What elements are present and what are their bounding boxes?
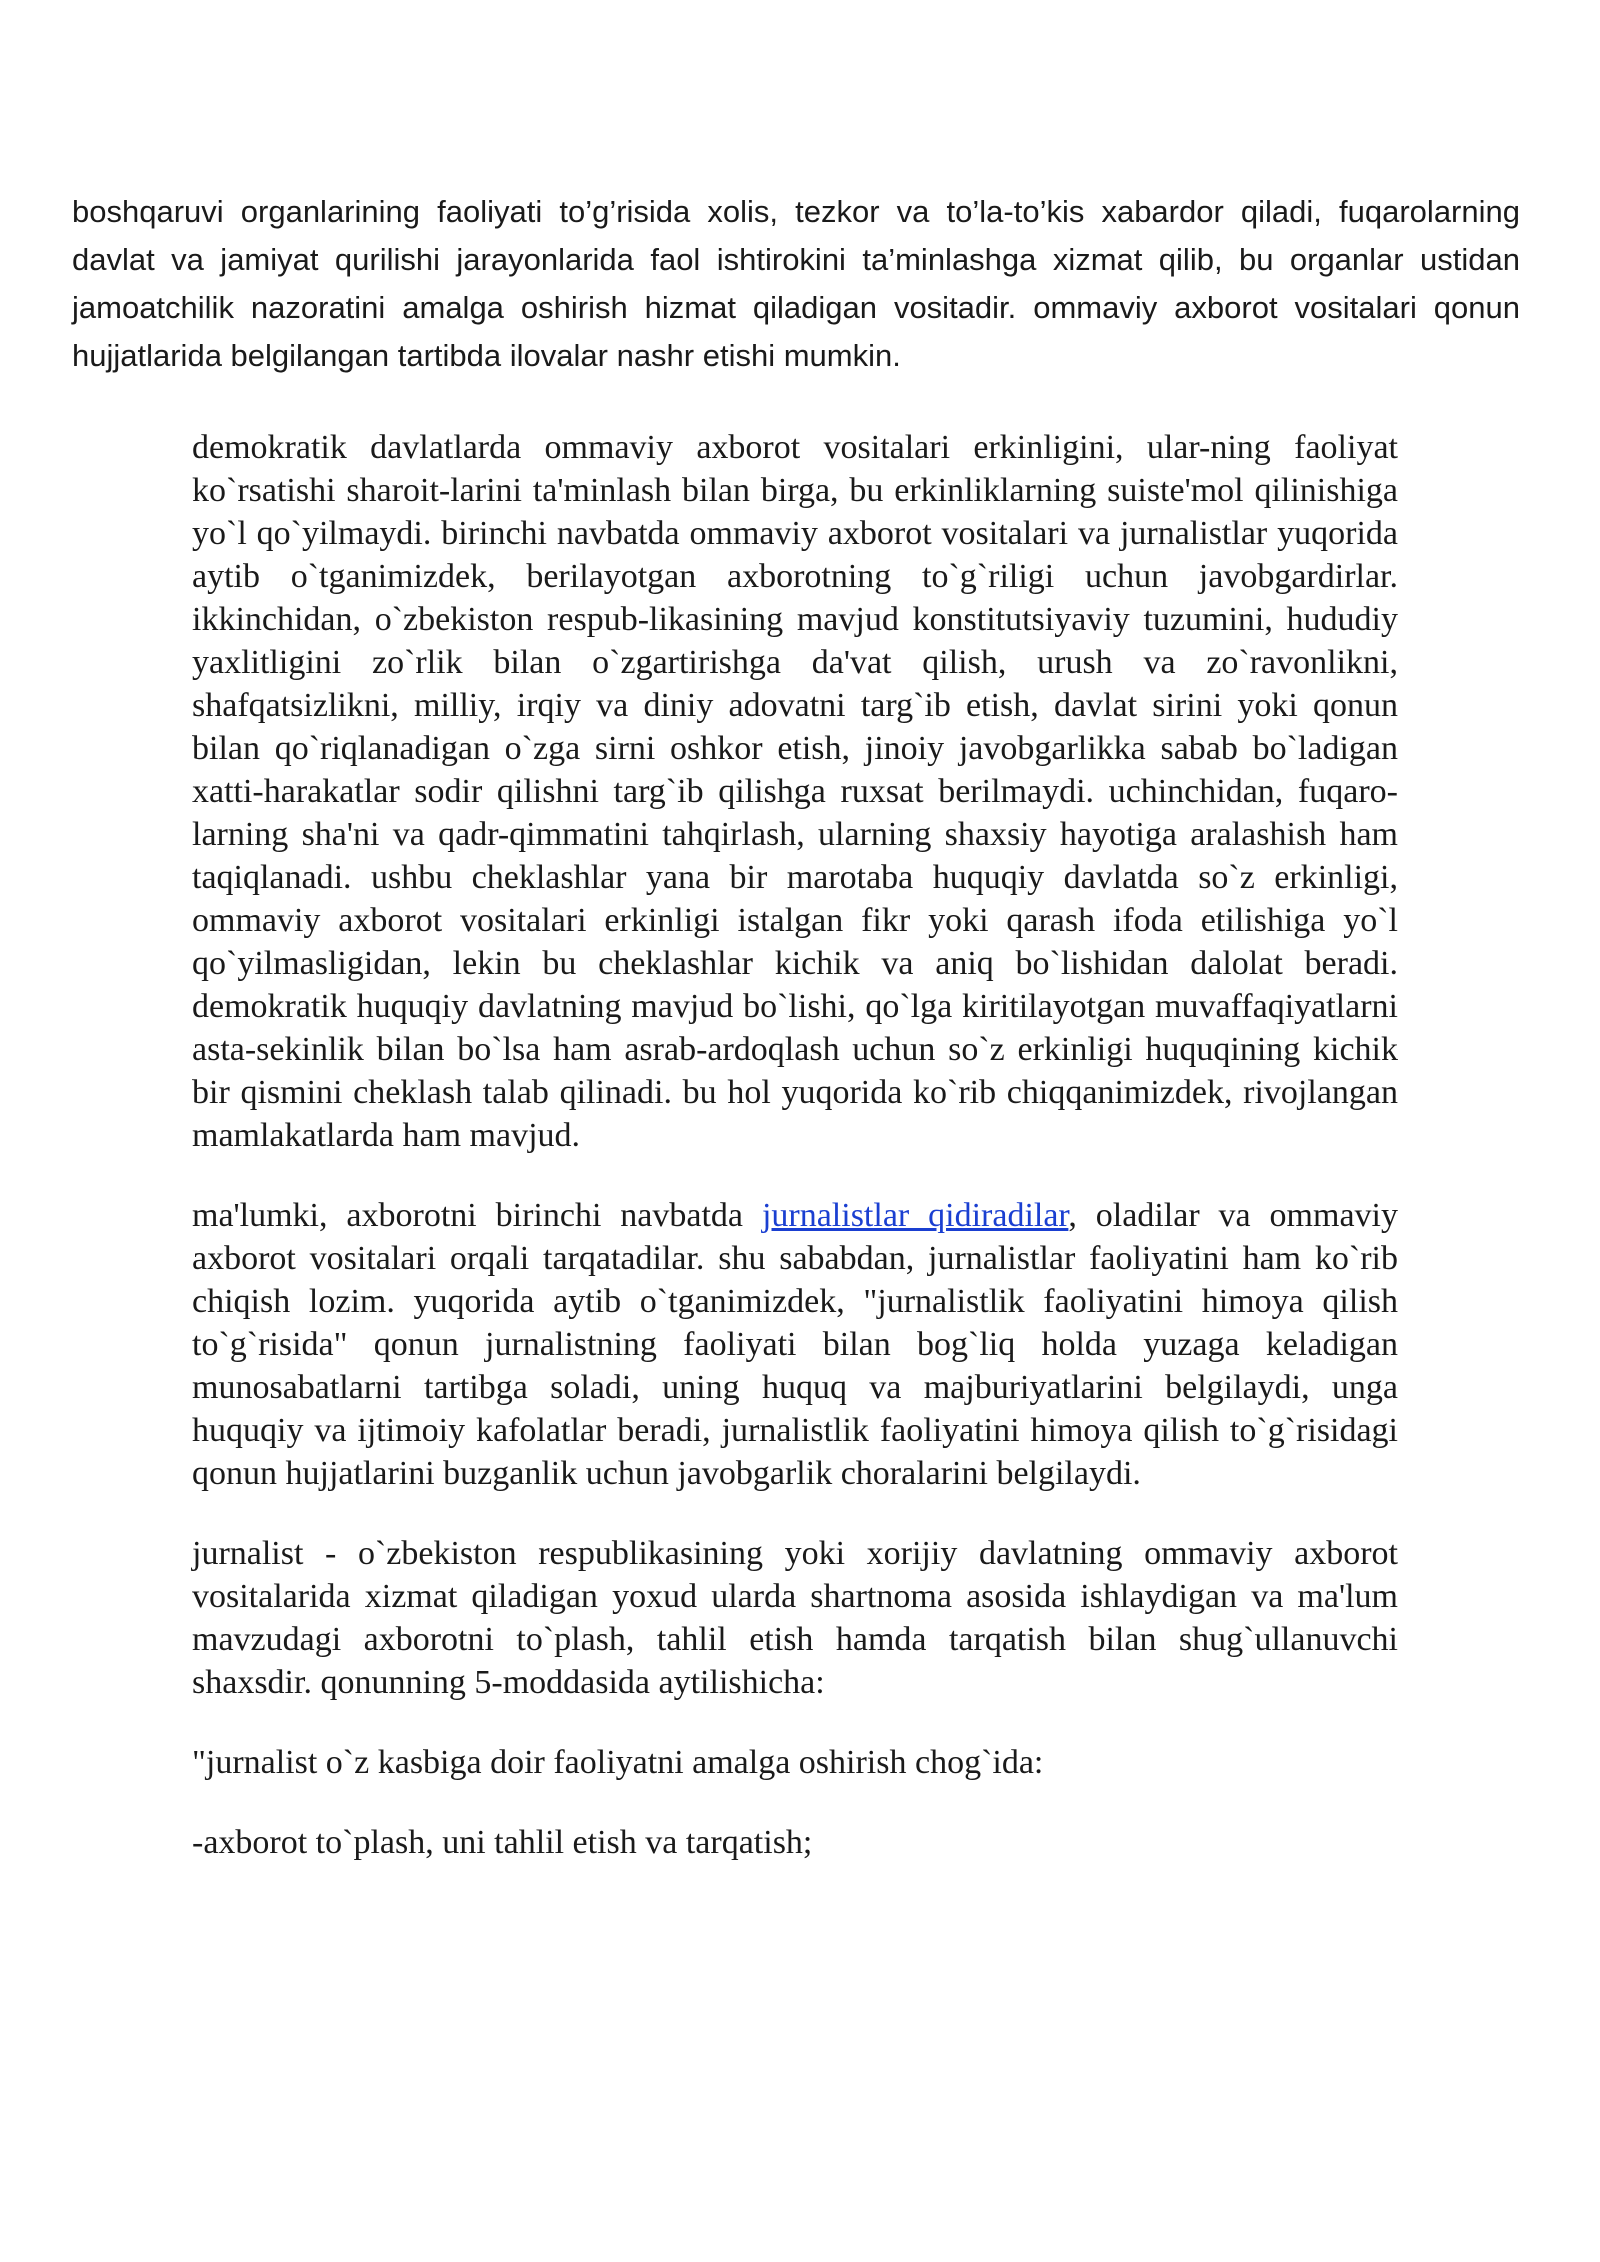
paragraph-list-item: -axborot to`plash, uni tahlil etish va tarqatish;	[192, 1824, 813, 1861]
paragraph-text-before-link: ma'lumki, axborotni birinchi navbatda	[192, 1197, 762, 1234]
paragraph-press-freedom-limits: demokratik davlatlarda ommaviy axborot vositalari erkinligini, ular-ning faoliyat ko`rsatishi sharoit-larini ta'minlash bilan birga, bu erkinliklarning suiste'mol qilinishiga yo`l qo`yilmaydi. birinchi navbatda ommaviy axborot vositalari va jurnalistlar yuqorida aytib o`tganimizdek, berilayotgan axborotning to`g`riligi uchun javobgardirlar. ikkinchidan, o`zbekiston respub-likasining mavjud konstitutsiyaviy tuzumini, hududiy yaxlitligini zo`rlik bilan o`zgartirishga da'vat qilish, urush va zo`ravonlikni, shafqatsizlikni, milliy, irqiy va diniy adovatni targ`ib etish, davlat sirini yoki qonun bilan qo`riqlanadigan o`zga sirni oshkor etish, jinoiy javobgarlikka sabab bo`ladigan xatti-harakatlar sodir qilishni targ`ib qilishga ruxsat berilmaydi. uchinchidan, fuqaro-larning sha'ni va qadr-qimmatini tahqirlash, ularning shaxsiy hayotiga aralashish ham taqiqlanadi. ushbu cheklashlar yana bir marotaba huquqiy davlatda so`z erkinligi, ommaviy axborot vositalari erkinligi istalgan fikr yoki qarash ifoda etilishiga yo`l qo`yilmasligidan, lekin bu cheklashlar kichik va aniq bo`lishidan dalolat beradi. demokratik huquqiy davlatning mavjud bo`lishi, qo`lga kiritilayotgan muvaffaqiyatlarni asta-sekinlik bilan bo`lsa ham asrab-ardoqlash uchun so`z erkinligi huquqining kichik bir qismini cheklash talab qilinadi. bu hol yuqorida ko`rib chiqqanimizdek, rivojlangan mamlakatlarda ham mavjud.	[192, 429, 1398, 1154]
journalists-link[interactable]: jurnalistlar qidiradilar	[761, 1197, 1069, 1234]
intro-paragraph: boshqaruvi organlarining faoliyati to’g’risida xolis, tezkor va to’la-to’kis xabardor qiladi, fuqarolarning davlat va jamiyat qurilishi jarayonlarida faol ishtirokini ta’minlashga xizmat qilib, bu organlar ustidan jamoatchilik nazoratini amalga oshirish hizmat qiladigan vositadir. ommaviy axborot vositalari qonun hujjatlarida belgilangan tartibda ilovalar nashr etishi mumkin.	[72, 194, 1520, 373]
paragraph-journalist-quote: "jurnalist o`z kasbiga doir faoliyatni amalga oshirish chog`ida:	[192, 1744, 1044, 1781]
body-text-block	[192, 426, 1398, 1864]
paragraph-text-after-link: , oladilar va ommaviy axborot vositalari orqali tarqatadilar. shu sababdan, jurnalistlar faoliyatini ham ko`rib chiqish lozim. yuqorida aytib o`tganimizdek, "jurnalistlik faoliyatini himoya qilish to`g`risida" qonun jurnalistning faoliyati bilan bog`liq holda yuzaga keladigan munosabatlarni tartibga soladi, uning huquq va majburiyatlarini belgilaydi, unga huquqiy va ijtimoiy kafolatlar beradi, jurnalistlik faoliyatini himoya qilish to`g`risidagi qonun hujjatlarini buzganlik uchun javobgarlik choralarini belgilaydi.	[192, 1197, 1398, 1492]
paragraph-journalist-definition: jurnalist - o`zbekiston respublikasining yoki xorijiy davlatning ommaviy axborot vositalarida xizmat qiladigan yoxud ularda shartnoma asosida ishlaydigan va ma'lum mavzudagi axborotni to`plash, tahlil etish hamda tarqatish bilan shug`ullanuvchi shaxsdir. qonunning 5-moddasida aytilishicha:	[192, 1535, 1398, 1701]
paragraph-journalists-role	[192, 1194, 1398, 1495]
